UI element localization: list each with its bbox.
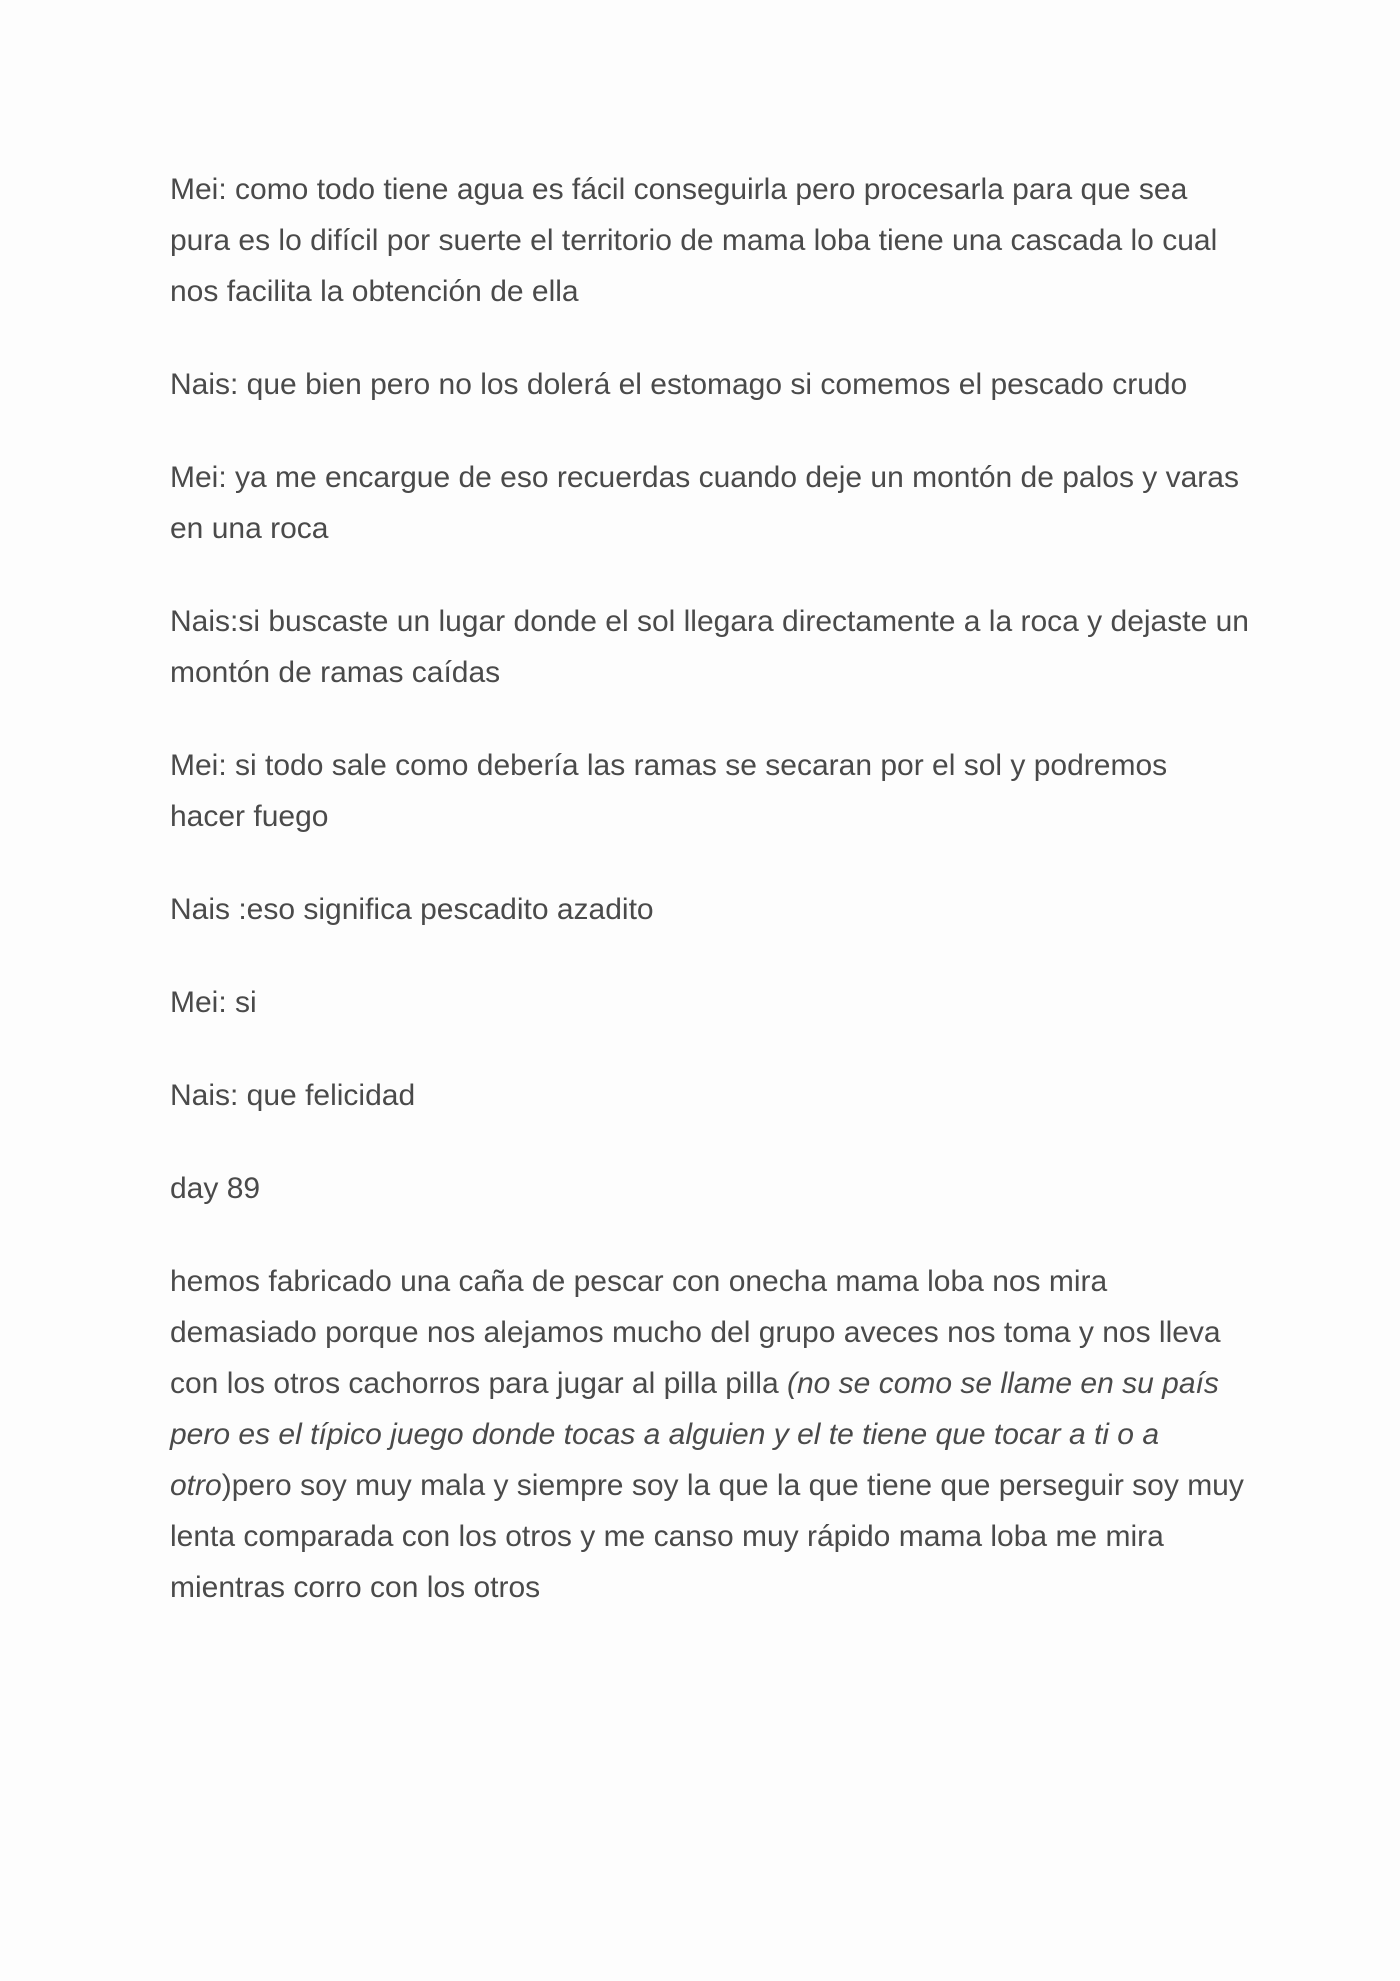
dialogue-paragraph: Mei: si todo sale como debería las ramas se secaran por el sol y podremos hacer fuego — [170, 749, 1168, 833]
narrative-aside-italic: (no se como se llame en su país pero es el típico juego donde tocas a alguien y el te tiene que tocar a ti o a otro — [170, 1367, 1219, 1502]
narrative-text-continued: )pero soy muy mala y siempre soy la que la que tiene que perseguir soy muy lenta comparada con los otros y me canso muy rápido mama loba me mira mientras corro con los otros — [170, 1469, 1244, 1604]
dialogue-paragraph: Mei: como todo tiene agua es fácil conseguirla pero procesarla para que sea pura es lo difícil por suerte el territorio de mama loba tiene una cascada lo cual nos facilita la obtención de ella — [170, 173, 1218, 308]
document-body — [170, 164, 1250, 1655]
dialogue-paragraph: Nais :eso significa pescadito azadito — [170, 893, 654, 926]
dialogue-paragraph: Mei: ya me encargue de eso recuerdas cuando deje un montón de palos y varas en una roca — [170, 461, 1239, 545]
narrative-paragraph — [170, 1256, 1250, 1613]
dialogue-paragraph: Nais: que felicidad — [170, 1079, 416, 1112]
dialogue-paragraph: Nais:si buscaste un lugar donde el sol llegara directamente a la roca y dejaste un montón de ramas caídas — [170, 605, 1249, 689]
dialogue-paragraph: Nais: que bien pero no los dolerá el estomago si comemos el pescado crudo — [170, 368, 1188, 401]
narrative-text: hemos fabricado una caña de pescar con onecha mama loba nos mira demasiado porque nos alejamos mucho del grupo aveces nos toma y nos lleva con los otros cachorros para jugar al pilla pilla — [170, 1265, 1221, 1400]
dialogue-paragraph: Mei: si — [170, 986, 257, 1019]
day-heading: day 89 — [170, 1172, 261, 1205]
